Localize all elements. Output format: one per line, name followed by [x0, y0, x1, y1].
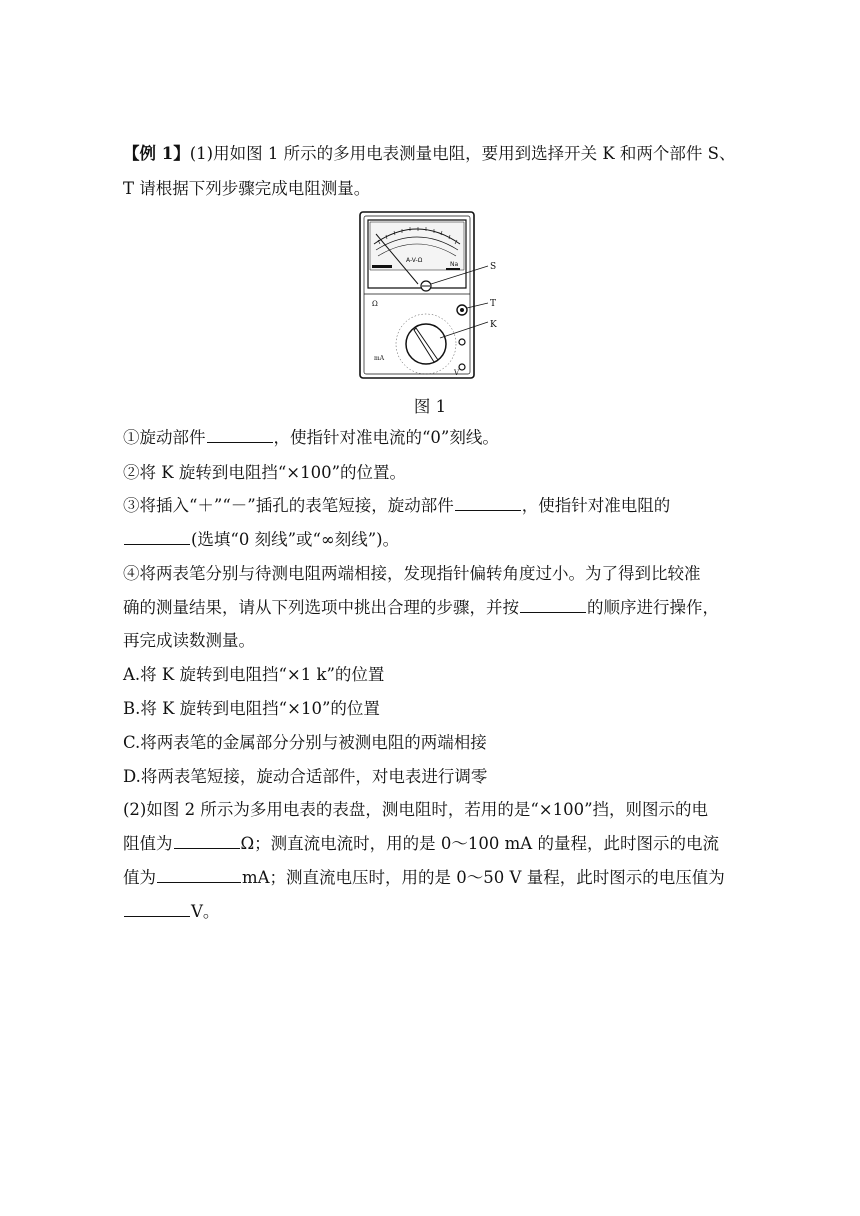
answer-blank	[157, 867, 241, 883]
part2-text-3b: mA；测直流电压时，用的是 0～50 V 量程，此时图示的电压值为	[242, 868, 725, 887]
part2-line-3	[123, 867, 743, 889]
figure-caption: 图 1	[413, 397, 447, 416]
option-a: A.将 K 旋转到电阻挡“×1 k”的位置	[123, 665, 385, 684]
dial-v-text: V	[454, 369, 460, 377]
answer-blank	[124, 901, 190, 917]
answer-blank	[174, 833, 240, 849]
example-line-1	[123, 143, 743, 165]
part2-text-2b: Ω；测直流电流时，用的是 0～100 mA 的量程，此时图示的电流	[240, 834, 719, 853]
part2-line-1: (2)如图 2 所示为多用电表的表盘，测电阻时，若用的是“×100”挡，则图示的电	[123, 800, 709, 819]
answer-blank	[207, 427, 273, 443]
part2-text-4b: V。	[191, 902, 220, 921]
option-d: D.将两表笔短接，旋动合适部件，对电表进行调零	[123, 767, 488, 786]
example-label: 【例 1】	[123, 144, 190, 163]
label-t: T	[490, 299, 497, 309]
label-k: K	[490, 320, 497, 330]
option-b: B.将 K 旋转到电阻挡“×10”的位置	[123, 699, 380, 718]
dial-na-text: Na	[450, 261, 459, 268]
step-3-text-a: ③将插入“＋”“－”插孔的表笔短接，旋动部件	[123, 496, 454, 515]
step-3-text-b: ，使指针对准电阻的	[521, 496, 671, 515]
dial-ma-text: mA	[374, 355, 385, 362]
step-3-cont	[123, 529, 743, 551]
step-4-text-b2: 的顺序进行操作，	[587, 598, 719, 617]
part2-text-3a: 值为	[123, 868, 156, 887]
step-3-text-c: (选填“0 刻线”或“∞刻线”)。	[191, 530, 400, 549]
option-c: C.将两表笔的金属部分分别与被测电阻的两端相接	[123, 733, 487, 752]
step-1-text-a: ①旋动部件	[123, 428, 206, 447]
answer-blank	[520, 597, 586, 613]
answer-blank	[455, 495, 521, 511]
step-3	[123, 495, 743, 517]
example-text-1: (1)用如图 1 所示的多用电表测量电阻，要用到选择开关 K 和两个部件 S、	[189, 144, 736, 163]
multimeter-figure	[358, 210, 502, 382]
step-4-end: 再完成读数测量。	[123, 631, 255, 650]
dial-ohm-text: Ω	[372, 300, 378, 308]
step-1	[123, 427, 743, 449]
part2-text-2a: 阻值为	[123, 834, 173, 853]
step-2: ②将 K 旋转到电阻挡“×100”的位置。	[123, 463, 407, 482]
step-1-text-b: ，使指针对准电流的“0”刻线。	[273, 428, 499, 447]
part2-line-4	[123, 901, 743, 923]
part2-line-2	[123, 833, 743, 855]
step-4-text-b1: 确的测量结果，请从下列选项中挑出合理的步骤，并按	[123, 598, 519, 617]
dial-center-text: A-V-Ω	[406, 257, 423, 264]
answer-blank	[124, 529, 190, 545]
label-s: S	[490, 262, 497, 272]
step-4-cont	[123, 597, 743, 619]
step-4: ④将两表笔分别与待测电阻两端相接，发现指针偏转角度过小。为了得到比较准	[123, 564, 701, 583]
example-line-2: T 请根据下列步骤完成电阻测量。	[123, 179, 371, 198]
